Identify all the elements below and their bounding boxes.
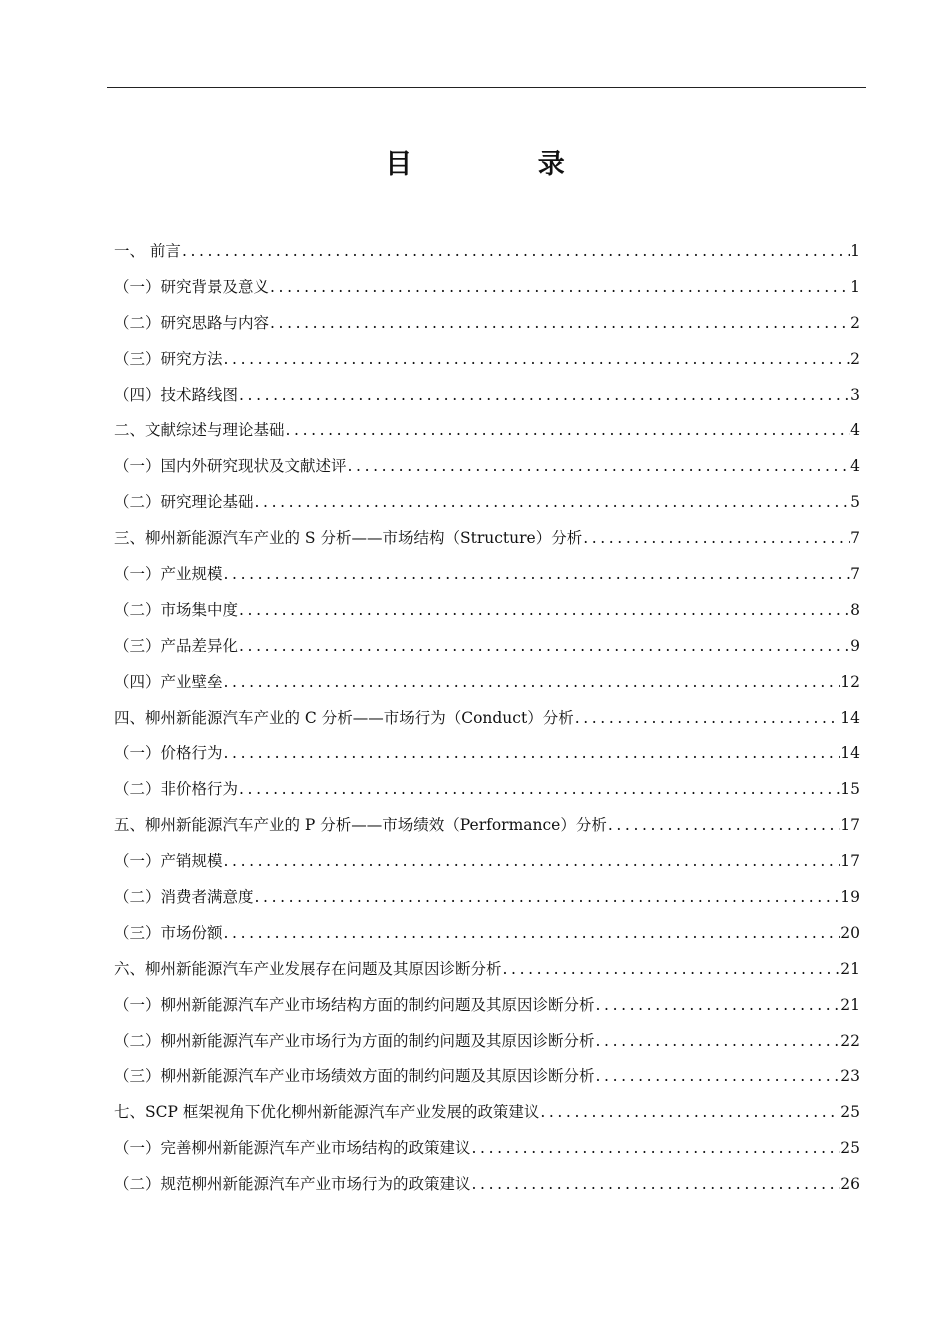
toc-entry[interactable] [114, 952, 860, 988]
toc-entry-label: 七、SCP 框架视角下优化柳州新能源汽车产业发展的政策建议 [114, 1103, 540, 1122]
toc-entry-page-number: 2 [850, 349, 860, 368]
toc-dot-leader [254, 880, 841, 916]
toc-entry-label: （三）产品差异化 [114, 636, 239, 655]
toc-entry-label: （二）研究思路与内容 [114, 313, 270, 332]
toc-entry[interactable] [114, 270, 860, 306]
toc-entry[interactable] [114, 342, 860, 378]
toc-entry-page-number: 2 [850, 313, 860, 332]
toc-entry-label: （一）价格行为 [114, 744, 223, 763]
toc-entry-label: 四、柳州新能源汽车产业的 C 分析——市场行为（Conduct）分析 [114, 708, 574, 727]
toc-entry-page-number: 4 [850, 421, 860, 440]
toc-entry[interactable] [114, 557, 860, 593]
toc-entry-page-number: 19 [840, 888, 860, 907]
toc-entry-page-number: 21 [840, 995, 860, 1014]
toc-title: 目 录 [385, 149, 623, 180]
toc-entry-label: （四）技术路线图 [114, 385, 239, 404]
toc-entry[interactable] [114, 306, 860, 342]
toc-dot-leader [269, 270, 850, 306]
toc-entry[interactable] [114, 521, 860, 557]
toc-entry-label: 六、柳州新能源汽车产业发展存在问题及其原因诊断分析 [114, 959, 502, 978]
toc-entry[interactable] [114, 1059, 860, 1095]
toc-dot-leader [471, 1131, 841, 1167]
toc-dot-leader [582, 521, 850, 557]
toc-entry[interactable] [114, 701, 860, 737]
toc-entry-label: （三）研究方法 [114, 349, 223, 368]
toc-entry[interactable] [114, 413, 860, 449]
toc-dot-leader [181, 234, 850, 270]
toc-dot-leader [238, 378, 850, 414]
toc-dot-leader [471, 1167, 841, 1203]
toc-entry[interactable] [114, 736, 860, 772]
toc-entry[interactable] [114, 880, 860, 916]
toc-dot-leader [254, 485, 851, 521]
toc-dot-leader [223, 916, 841, 952]
toc-entry-page-number: 3 [850, 385, 860, 404]
toc-dot-leader [539, 1095, 840, 1131]
toc-entry[interactable] [114, 234, 860, 270]
toc-dot-leader [223, 665, 841, 701]
toc-entry-page-number: 15 [840, 780, 860, 799]
toc-entry-page-number: 14 [840, 744, 860, 763]
toc-entry-page-number: 17 [840, 816, 860, 835]
toc-entry-page-number: 20 [840, 923, 860, 942]
toc-entry-label: （二）消费者满意度 [114, 888, 254, 907]
toc-entry-page-number: 12 [840, 672, 860, 691]
toc-entry-label: （三）市场份额 [114, 923, 223, 942]
toc-dot-leader [238, 593, 850, 629]
toc-entry-page-number: 23 [840, 1067, 860, 1086]
toc-entry-label: （二）市场集中度 [114, 600, 239, 619]
toc-entry[interactable] [114, 378, 860, 414]
toc-entry-page-number: 14 [840, 708, 860, 727]
toc-entry[interactable] [114, 1131, 860, 1167]
toc-dot-leader [285, 413, 851, 449]
toc-entry-page-number: 1 [850, 242, 860, 260]
toc-dot-leader [347, 449, 851, 485]
toc-entry-page-number: 26 [840, 1175, 860, 1194]
toc-dot-leader [223, 736, 841, 772]
toc-entry[interactable] [114, 988, 860, 1024]
toc-entry-label: （一）国内外研究现状及文献述评 [114, 457, 347, 476]
header-rule [107, 87, 866, 88]
toc-dot-leader [238, 772, 840, 808]
toc-entry-page-number: 25 [840, 1139, 860, 1158]
toc-entry-label: （二）非价格行为 [114, 780, 239, 799]
toc-dot-leader [223, 844, 841, 880]
toc-dot-leader [574, 701, 841, 737]
toc-dot-leader [238, 629, 850, 665]
toc-dot-leader [595, 1059, 841, 1095]
toc-entry[interactable] [114, 772, 860, 808]
toc-entry[interactable] [114, 1095, 860, 1131]
toc-entry-page-number: 17 [840, 852, 860, 871]
toc-dot-leader [595, 1024, 841, 1060]
toc-entry[interactable] [114, 629, 860, 665]
toc-entry-label: （一）柳州新能源汽车产业市场结构方面的制约问题及其原因诊断分析 [114, 995, 595, 1014]
toc-entry[interactable] [114, 665, 860, 701]
toc-entry[interactable] [114, 1167, 860, 1203]
toc-entry[interactable] [114, 844, 860, 880]
toc-entry[interactable] [114, 1024, 860, 1060]
toc-dot-leader [223, 557, 851, 593]
toc-entry-label: 一、 前言 [114, 242, 181, 260]
toc-dot-leader [223, 342, 851, 378]
toc-entry-page-number: 7 [850, 565, 860, 584]
toc-entry-page-number: 1 [850, 277, 860, 296]
toc-entry-label: （二）研究理论基础 [114, 493, 254, 512]
toc-dot-leader [607, 808, 840, 844]
toc-dot-leader [595, 988, 841, 1024]
toc-entry[interactable] [114, 485, 860, 521]
toc-entry-page-number: 8 [850, 600, 860, 619]
toc-entry[interactable] [114, 593, 860, 629]
toc-entry-page-number: 7 [850, 529, 860, 548]
toc-entry-page-number: 25 [840, 1103, 860, 1122]
toc-entry-label: （一）产销规模 [114, 852, 223, 871]
toc-entry-label: （一）完善柳州新能源汽车产业市场结构的政策建议 [114, 1139, 471, 1158]
toc-entry-label: 五、柳州新能源汽车产业的 P 分析——市场绩效（Performance）分析 [114, 816, 607, 835]
toc-list [114, 234, 860, 1203]
toc-entry-label: （三）柳州新能源汽车产业市场绩效方面的制约问题及其原因诊断分析 [114, 1067, 595, 1086]
toc-dot-leader [502, 952, 841, 988]
toc-entry[interactable] [114, 916, 860, 952]
toc-entry-page-number: 5 [850, 493, 860, 512]
toc-entry-label: （一）研究背景及意义 [114, 277, 270, 296]
toc-entry-label: 二、文献综述与理论基础 [114, 421, 285, 440]
toc-entry[interactable] [114, 808, 860, 844]
toc-entry-page-number: 21 [840, 959, 860, 978]
toc-entry-label: （二）柳州新能源汽车产业市场行为方面的制约问题及其原因诊断分析 [114, 1031, 595, 1050]
toc-entry[interactable] [114, 449, 860, 485]
toc-entry-label: （四）产业壁垒 [114, 672, 223, 691]
toc-entry-label: （一）产业规模 [114, 565, 223, 584]
toc-dot-leader [269, 306, 850, 342]
toc-entry-page-number: 22 [840, 1031, 860, 1050]
toc-entry-label: （二）规范柳州新能源汽车产业市场行为的政策建议 [114, 1175, 471, 1194]
toc-entry-page-number: 9 [850, 636, 860, 655]
toc-entry-label: 三、柳州新能源汽车产业的 S 分析——市场结构（Structure）分析 [114, 529, 583, 548]
toc-entry-page-number: 4 [850, 457, 860, 476]
